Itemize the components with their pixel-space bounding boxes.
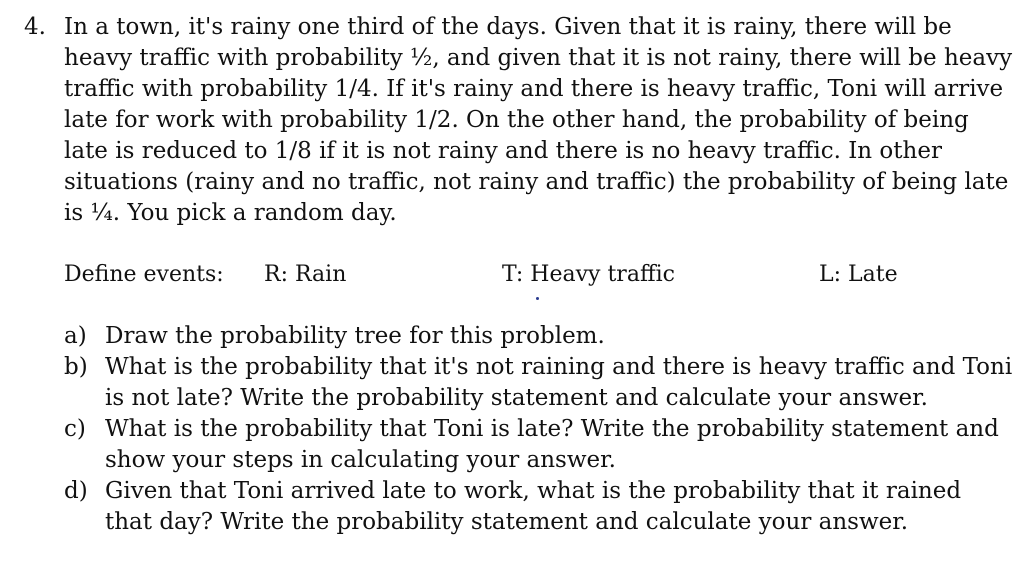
sub-question-line: that day? Write the probability statement and calculate your answer. xyxy=(105,509,909,535)
sub-question-text xyxy=(105,414,1009,476)
question-paragraph xyxy=(64,12,1013,229)
question-line: late for work with probability 1/2. On the other hand, the probability of being xyxy=(64,107,969,133)
sub-question-c xyxy=(64,414,1009,476)
sub-question-marker: c) xyxy=(64,416,86,442)
sub-question-text xyxy=(105,476,1009,538)
sub-question-marker: b) xyxy=(64,354,88,380)
sub-question-text xyxy=(105,321,1009,352)
sub-question-marker: d) xyxy=(64,478,88,504)
sub-question-line: show your steps in calculating your answer. xyxy=(105,447,616,473)
sub-question-line: is not late? Write the probability statement and calculate your answer. xyxy=(105,385,928,411)
question-line: is ¼. You pick a random day. xyxy=(64,200,397,226)
sub-question-marker: a) xyxy=(64,323,87,349)
question-line: traffic with probability 1/4. If it's rainy and there is heavy traffic, Toni will arrive xyxy=(64,76,1004,102)
sub-question-b xyxy=(64,352,1013,414)
question-line: late is reduced to 1/8 if it is not rainy and there is no heavy traffic. In other xyxy=(64,138,942,164)
stray-dot xyxy=(536,297,539,300)
sub-question-line: Draw the probability tree for this problem. xyxy=(105,323,605,349)
sub-question-a xyxy=(64,321,1009,352)
question-number: 4. xyxy=(24,14,46,40)
question-line: situations (rainy and no traffic, not rainy and traffic) the probability of being late xyxy=(64,169,1009,195)
sub-question-d xyxy=(64,476,1009,538)
event-heavy-traffic: T: Heavy traffic xyxy=(502,262,675,287)
sub-question-line: Given that Toni arrived late to work, what is the probability that it rained xyxy=(105,478,962,504)
sub-question-text xyxy=(105,352,1013,414)
sub-question-line: What is the probability that it's not raining and there is heavy traffic and Toni xyxy=(105,354,1013,380)
sub-question-list xyxy=(64,321,1013,538)
sub-question-line: What is the probability that Toni is late? Write the probability statement and xyxy=(105,416,999,442)
define-events-label: Define events: xyxy=(64,262,224,287)
question-line: heavy traffic with probability ½, and given that it is not rainy, there will be heavy xyxy=(64,45,1013,71)
event-rain: R: Rain xyxy=(264,262,347,287)
question-line: In a town, it's rainy one third of the days. Given that it is rainy, there will be xyxy=(64,14,952,40)
event-late: L: Late xyxy=(819,262,898,287)
